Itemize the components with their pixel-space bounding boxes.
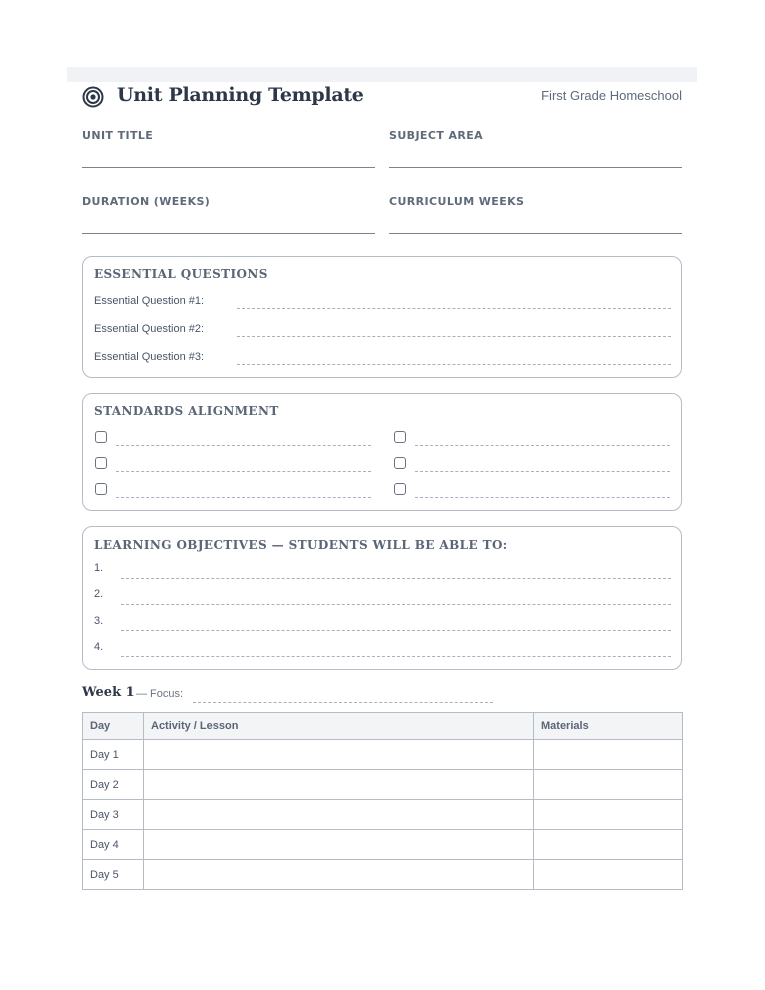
unit-title-line[interactable] (82, 167, 375, 168)
objective-line[interactable] (121, 656, 671, 657)
target-icon (82, 86, 104, 108)
unit-title-field[interactable] (82, 129, 375, 142)
standards-alignment-title: STANDARDS ALIGNMENT (94, 404, 279, 418)
objective-line[interactable] (121, 578, 671, 579)
standard-line[interactable] (116, 471, 371, 472)
subject-area-line[interactable] (389, 167, 682, 168)
standard-checkbox[interactable] (394, 483, 406, 495)
column-header-day: Day (83, 713, 144, 740)
duration-line[interactable] (82, 233, 375, 234)
standard-line[interactable] (116, 445, 371, 446)
materials-cell[interactable] (534, 830, 683, 860)
week-plan-table (82, 712, 683, 890)
standard-line[interactable] (415, 471, 670, 472)
materials-cell[interactable] (534, 860, 683, 890)
essential-question-label: Essential Question #2: (94, 323, 205, 335)
objective-number: 1. (94, 562, 104, 574)
curriculum-weeks-line[interactable] (389, 233, 682, 234)
standard-checkbox[interactable] (95, 483, 107, 495)
objective-number: 4. (94, 641, 104, 653)
page-header (82, 84, 682, 112)
unit-title-label: UNIT TITLE (82, 129, 154, 142)
top-band (67, 67, 697, 82)
column-header-activity: Activity / Lesson (144, 713, 534, 740)
essential-question-row (94, 295, 671, 311)
focus-label: — Focus: (136, 688, 184, 700)
table-row (83, 800, 683, 830)
column-header-materials: Materials (534, 713, 683, 740)
day-cell: Day 4 (83, 830, 144, 860)
activity-cell[interactable] (144, 740, 534, 770)
focus-line[interactable] (193, 702, 493, 703)
standard-checkbox[interactable] (95, 431, 107, 443)
curriculum-weeks-label: CURRICULUM WEEKS (389, 195, 525, 208)
standard-checkbox[interactable] (394, 431, 406, 443)
day-cell: Day 2 (83, 770, 144, 800)
day-cell: Day 1 (83, 740, 144, 770)
objective-line[interactable] (121, 604, 671, 605)
essential-question-row (94, 351, 671, 367)
table-row (83, 860, 683, 890)
standard-checkbox[interactable] (394, 457, 406, 469)
essential-question-line[interactable] (237, 364, 671, 365)
activity-cell[interactable] (144, 860, 534, 890)
table-row (83, 830, 683, 860)
page-title: Unit Planning Template (117, 84, 364, 106)
day-cell: Day 3 (83, 800, 144, 830)
learning-objectives-section (82, 526, 682, 670)
objective-number: 2. (94, 588, 104, 600)
duration-field[interactable] (82, 195, 375, 208)
essential-question-label: Essential Question #3: (94, 351, 205, 363)
essential-question-row (94, 323, 671, 339)
materials-cell[interactable] (534, 770, 683, 800)
activity-cell[interactable] (144, 830, 534, 860)
standard-line[interactable] (116, 497, 371, 498)
essential-question-line[interactable] (237, 308, 671, 309)
table-header-row (83, 713, 683, 740)
standard-line[interactable] (415, 497, 670, 498)
essential-question-label: Essential Question #1: (94, 295, 205, 307)
table-row (83, 740, 683, 770)
materials-cell[interactable] (534, 740, 683, 770)
essential-questions-section (82, 256, 682, 378)
activity-cell[interactable] (144, 800, 534, 830)
day-cell: Day 5 (83, 860, 144, 890)
standard-line[interactable] (415, 445, 670, 446)
page-subtitle: First Grade Homeschool (541, 88, 682, 103)
subject-area-field[interactable] (389, 129, 682, 142)
materials-cell[interactable] (534, 800, 683, 830)
standards-alignment-section (82, 393, 682, 511)
duration-label: DURATION (WEEKS) (82, 195, 211, 208)
essential-questions-title: ESSENTIAL QUESTIONS (94, 267, 268, 281)
table-row (83, 770, 683, 800)
week-label: Week 1 (82, 685, 135, 700)
curriculum-weeks-field[interactable] (389, 195, 682, 208)
subject-area-label: SUBJECT AREA (389, 129, 484, 142)
standard-checkbox[interactable] (95, 457, 107, 469)
week-heading (82, 685, 502, 705)
objective-line[interactable] (121, 630, 671, 631)
essential-question-line[interactable] (237, 336, 671, 337)
activity-cell[interactable] (144, 770, 534, 800)
learning-objectives-title: LEARNING OBJECTIVES — STUDENTS WILL BE ABLE TO: (94, 538, 508, 552)
objective-number: 3. (94, 615, 104, 627)
